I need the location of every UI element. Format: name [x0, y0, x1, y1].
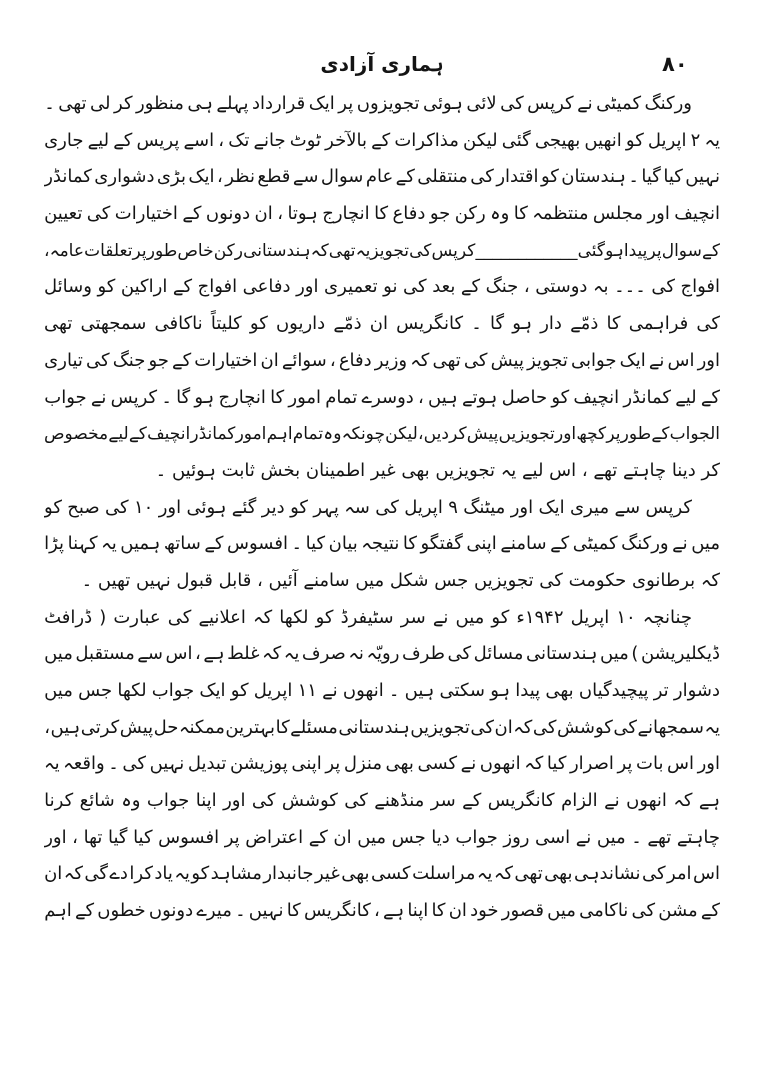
- text-line: چاہتے تھے ۔ میں نے اسی روز جواب دیا جس میں ان کے اعتراض پر افسوس کیا گیا تھا ، اور: [44, 826, 720, 848]
- text-line: اور اس نے ایک جوابی تجویز پیش کی تھی کہ وزیر دفاع ، سوائے ان اختیارات کے جو جنگ کی تیاری: [44, 349, 720, 371]
- text-line: الجواب کے طور پر کچھ اور تجویزیں پیش کر دیں ، لیکن چونکہ وہ تمام اہم امور کمانڈر انچیف کے لیے مخصوص: [44, 424, 720, 445]
- text-line: کے سوال پر پیدا ہو گئی ____________ کرپس کی تجویز یہ تھی کہ ہندستانی رکن خاص طور پر تعلقات عامہ ،: [44, 240, 720, 261]
- text-line: چنانچہ ۱۰ اپریل ۱۹۴۲ء کو میں نے سر سٹیفرڈ کو لکھا کہ اعلانیے کی عبارت ( ڈرافٹ: [44, 606, 692, 628]
- page-number: ۸۰: [662, 52, 688, 76]
- text-line: ہے کہ انھوں نے الزام کانگریس کے سر منڈھنے کی کوشش کی اور اپنا جواب وہ شائع کرنا: [44, 790, 720, 812]
- text-line: افواج کی ۔۔۔ بہ دوستی ، جنگ کے بعد کی نو تعمیری اور دفاعی افواج کے اراکین کو وسائل: [44, 276, 720, 298]
- text-line: یہ ۲ اپریل کو انھیں بھیجی گئی لیکن مذاکرات کے بالآخر ٹوٹ جانے تک ، اسے پریس کے لیے جاری: [44, 129, 720, 151]
- body-text: [44, 86, 720, 930]
- text-line: کر دینا چاہتے تھے ، اس لیے یہ تجویزیں بھی غیر اطمینان بخش ثابت ہوئیں ۔: [155, 459, 720, 481]
- text-line: میں نے ورکنگ کمیٹی کے سامنے اپنی گفتگو کا نتیجہ بیان کیا ۔ افسوس کے ساتھ ہمیں یہ کہنا پڑا: [44, 533, 720, 555]
- running-title: ہماری آزادی: [320, 52, 444, 76]
- page-header: [40, 52, 724, 82]
- text-line: کے مشن کی ناکامی میں قصور خود ان کا اپنا ہے ، کانگریس کا نہیں ۔ میرے دونوں خطوں کے اہم: [44, 900, 720, 922]
- text-line: کی فراہمی کا ذمّے دار ہو گا ۔ کانگریس ان ذمّے داریوں کو کلیتاً ناکافی سمجھتی تھی: [44, 313, 720, 335]
- text-line: انچیف اور مجلس منتظمہ کا وہ رکن جو دفاع کا انچارج ہوتا ، ان دونوں کے اختیارات کی تعیین: [44, 203, 720, 225]
- text-line: اور اس بات پر اصرار کیا کہ انھوں نے کسی بھی منزل پر اپنی پوزیشن تبدیل نہیں کی ۔ واقعہ یہ: [44, 753, 720, 775]
- text-line: دشوار تر پیچیدگیاں بھی پیدا ہو سکتی ہیں ۔ انھوں نے ۱۱ اپریل کو ایک جواب لکھا جس میں: [44, 680, 720, 701]
- text-line: نہیں کیا گیا ۔ ہندستان کو اقتدار کی منتقلی کے عام سوال سے قطع نظر ، ایک بڑی دشواری کمانڈر: [44, 166, 720, 188]
- text-line: ڈیکلیریشن ) میں ہندستانی مسائل کی طرف رویّہ نہ صرف یہ کہ غلط ہے ، اس سے مستقبل میں: [44, 643, 720, 665]
- text-line: کہ برطانوی حکومت کی تجویزیں جس شکل میں سامنے آئیں ، قابل قبول نہیں تھیں ۔: [81, 569, 720, 591]
- text-line: ورکنگ کمیٹی نے کرپس کی لائی ہوئی تجویزوں پر ایک قرارداد پہلے ہی منظور کر لی تھی ۔: [44, 93, 692, 114]
- text-line: کے لیے کمانڈر انچیف کو حاصل ہوتے ہیں ، دوسرے تمام امور کا انچارج ہو گا ۔ کرپس نے جواب: [44, 386, 720, 408]
- text-line: یہ سمجھانے کی کوشش کی کہ ان کی تجویزیں ہندستانی مسئلے کا بہترین ممکنہ حل پیش کرتی ہیں ،: [44, 716, 720, 738]
- text-line: کرپس سے میری ایک اور میٹنگ ۹ اپریل کی سہ پہر کو دیر گئے ہوئی اور ۱۰ کی صبح کو: [44, 496, 692, 518]
- text-line: اس امر کی نشاندہی بھی تھی کہ یہ مراسلت کسی بھی غیر جانبدار مشاہد کو یہ یاد کرا دے گی کہ ان: [44, 863, 720, 885]
